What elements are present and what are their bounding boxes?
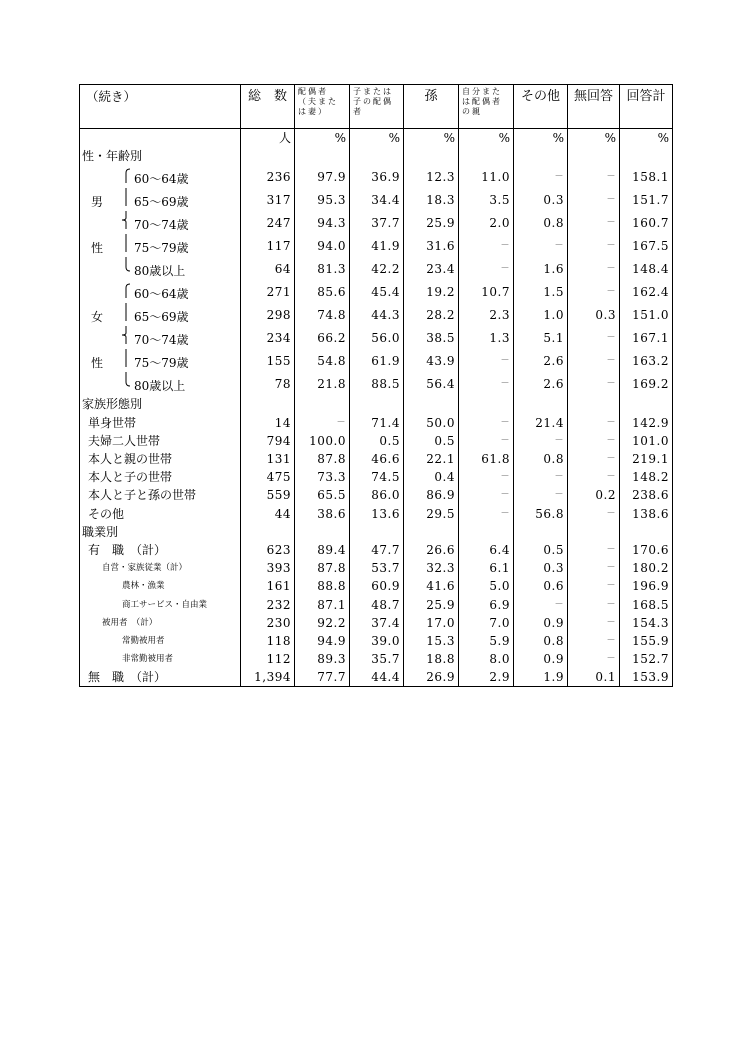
cell-spouse: 87.1 <box>295 595 350 613</box>
cell-response-total: 180.2 <box>620 559 673 577</box>
table-row <box>80 432 673 450</box>
cell-no-answer: － <box>568 372 620 395</box>
cell-child: 45.4 <box>350 280 404 303</box>
row-label: 65～69歳 <box>134 310 189 325</box>
cell-spouse: 73.3 <box>295 468 350 486</box>
cell-grandchild: 26.6 <box>404 541 459 559</box>
cell-child: 44.4 <box>350 668 404 687</box>
cell-grandchild: 38.5 <box>404 326 459 349</box>
cell-no-answer: － <box>568 632 620 650</box>
row-label: 本人と子の世帯 <box>88 470 173 485</box>
data-table <box>79 84 673 687</box>
cell-grandchild: 86.9 <box>404 486 459 504</box>
cell-grandchild: 50.0 <box>404 414 459 432</box>
cell-other: 1.0 <box>514 303 568 326</box>
cell-child: 46.6 <box>350 450 404 468</box>
cell-no-answer: － <box>568 257 620 280</box>
cell-parent: 1.3 <box>459 326 514 349</box>
brace-icon <box>114 234 134 257</box>
cell-spouse: － <box>295 414 350 432</box>
cell-child: 48.7 <box>350 595 404 613</box>
cell-child: 35.7 <box>350 650 404 668</box>
cell-spouse: 89.4 <box>295 541 350 559</box>
cell-parent: 2.3 <box>459 303 514 326</box>
cell-no-answer: － <box>568 577 620 595</box>
cell-total: 131 <box>241 450 295 468</box>
cell-total: 112 <box>241 650 295 668</box>
cell-spouse: 89.3 <box>295 650 350 668</box>
cell-response-total: 148.4 <box>620 257 673 280</box>
cell-grandchild: 56.4 <box>404 372 459 395</box>
cell-total: 44 <box>241 505 295 523</box>
cell-total: 475 <box>241 468 295 486</box>
cell-response-total: 168.5 <box>620 595 673 613</box>
brace-icon <box>114 326 134 349</box>
cell-child: 60.9 <box>350 577 404 595</box>
cell-parent: － <box>459 468 514 486</box>
cell-response-total: 155.9 <box>620 632 673 650</box>
header-row <box>80 85 673 129</box>
table-row <box>80 486 673 504</box>
section-family: 家族形態別 <box>82 397 143 412</box>
header-child: 子または子の配偶者 <box>350 85 404 129</box>
cell-parent: － <box>459 486 514 504</box>
brace-icon <box>114 257 134 280</box>
cell-parent: 2.0 <box>459 211 514 234</box>
table-row <box>80 211 673 234</box>
brace-icon <box>114 211 134 234</box>
cell-other: 0.5 <box>514 541 568 559</box>
cell-other: 0.3 <box>514 188 568 211</box>
table-row <box>80 303 673 326</box>
unit-percent: % <box>568 129 620 148</box>
cell-other: － <box>514 432 568 450</box>
cell-no-answer: － <box>568 414 620 432</box>
cell-parent: － <box>459 257 514 280</box>
cell-response-total: 167.5 <box>620 234 673 257</box>
cell-parent: － <box>459 234 514 257</box>
table-row <box>80 468 673 486</box>
cell-no-answer: － <box>568 165 620 188</box>
cell-other: 0.9 <box>514 614 568 632</box>
cell-total: 623 <box>241 541 295 559</box>
row-label: 本人と親の世帯 <box>88 452 173 467</box>
cell-no-answer: － <box>568 188 620 211</box>
row-label: 無 職 （計） <box>88 670 167 685</box>
cell-other: 21.4 <box>514 414 568 432</box>
cell-other: 0.8 <box>514 450 568 468</box>
cell-grandchild: 0.5 <box>404 432 459 450</box>
cell-no-answer: － <box>568 432 620 450</box>
sex-label: 男 <box>90 195 103 210</box>
cell-child: 56.0 <box>350 326 404 349</box>
cell-total: 234 <box>241 326 295 349</box>
row-label: 商工サービス・自由業 <box>122 599 208 610</box>
table-row <box>80 632 673 650</box>
cell-other: 0.3 <box>514 559 568 577</box>
cell-child: 71.4 <box>350 414 404 432</box>
cell-other: － <box>514 595 568 613</box>
cell-response-total: 148.2 <box>620 468 673 486</box>
cell-response-total: 196.9 <box>620 577 673 595</box>
unit-percent: % <box>350 129 404 148</box>
row-label: 被用者 （計） <box>102 617 158 628</box>
table-row <box>80 280 673 303</box>
cell-other: 0.8 <box>514 211 568 234</box>
section-row <box>80 395 673 413</box>
cell-response-total: 154.3 <box>620 614 673 632</box>
section-row <box>80 147 673 165</box>
cell-child: 53.7 <box>350 559 404 577</box>
cell-parent: 5.0 <box>459 577 514 595</box>
sex-label: 女 <box>90 310 103 325</box>
cell-total: 393 <box>241 559 295 577</box>
brace-icon <box>114 303 134 326</box>
table-row <box>80 349 673 372</box>
table-row <box>80 614 673 632</box>
brace-icon <box>114 165 134 188</box>
cell-child: 41.9 <box>350 234 404 257</box>
cell-child: 44.3 <box>350 303 404 326</box>
cell-response-total: 151.0 <box>620 303 673 326</box>
cell-grandchild: 31.6 <box>404 234 459 257</box>
cell-no-answer: － <box>568 650 620 668</box>
cell-parent: － <box>459 414 514 432</box>
cell-grandchild: 18.8 <box>404 650 459 668</box>
cell-total: 14 <box>241 414 295 432</box>
cell-other: 1.5 <box>514 280 568 303</box>
header-other: その他 <box>514 85 568 129</box>
cell-response-total: 162.4 <box>620 280 673 303</box>
section-occupation: 職業別 <box>82 524 119 539</box>
cell-spouse: 66.2 <box>295 326 350 349</box>
sex-label: 性 <box>90 356 103 371</box>
cell-total: 794 <box>241 432 295 450</box>
row-label: 60～64歳 <box>134 287 189 302</box>
cell-other: 0.6 <box>514 577 568 595</box>
cell-spouse: 100.0 <box>295 432 350 450</box>
cell-grandchild: 32.3 <box>404 559 459 577</box>
cell-total: 247 <box>241 211 295 234</box>
cell-child: 39.0 <box>350 632 404 650</box>
table-row <box>80 541 673 559</box>
cell-response-total: 138.6 <box>620 505 673 523</box>
cell-response-total: 238.6 <box>620 486 673 504</box>
cell-spouse: 77.7 <box>295 668 350 687</box>
row-label: 75～79歳 <box>134 356 189 371</box>
cell-parent: － <box>459 432 514 450</box>
cell-spouse: 87.8 <box>295 559 350 577</box>
unit-row <box>80 129 673 148</box>
cell-no-answer: － <box>568 450 620 468</box>
cell-parent: － <box>459 505 514 523</box>
row-label: 有 職 （計） <box>88 542 167 557</box>
row-label: 常勤被用者 <box>122 635 165 646</box>
unit-percent: % <box>459 129 514 148</box>
cell-other: － <box>514 165 568 188</box>
row-label: 自営・家族従業（計） <box>102 563 188 574</box>
unit-percent: % <box>514 129 568 148</box>
cell-other: 5.1 <box>514 326 568 349</box>
cell-grandchild: 23.4 <box>404 257 459 280</box>
table-row <box>80 595 673 613</box>
cell-child: 0.5 <box>350 432 404 450</box>
row-label: 75～79歳 <box>134 241 189 256</box>
cell-spouse: 94.3 <box>295 211 350 234</box>
cell-response-total: 101.0 <box>620 432 673 450</box>
cell-total: 117 <box>241 234 295 257</box>
cell-child: 88.5 <box>350 372 404 395</box>
header-label: （続き） <box>80 85 241 129</box>
cell-spouse: 74.8 <box>295 303 350 326</box>
row-label: 非常勤被用者 <box>122 654 174 665</box>
cell-grandchild: 22.1 <box>404 450 459 468</box>
cell-total: 230 <box>241 614 295 632</box>
table-row <box>80 577 673 595</box>
cell-no-answer: － <box>568 541 620 559</box>
table-row <box>80 257 673 280</box>
cell-other: 0.8 <box>514 632 568 650</box>
unit-percent: % <box>295 129 350 148</box>
section-row <box>80 523 673 541</box>
cell-no-answer: － <box>568 280 620 303</box>
cell-other: 56.8 <box>514 505 568 523</box>
cell-spouse: 54.8 <box>295 349 350 372</box>
table-row <box>80 414 673 432</box>
cell-spouse: 85.6 <box>295 280 350 303</box>
cell-parent: 11.0 <box>459 165 514 188</box>
cell-response-total: 169.2 <box>620 372 673 395</box>
cell-parent: 61.8 <box>459 450 514 468</box>
cell-total: 298 <box>241 303 295 326</box>
cell-spouse: 95.3 <box>295 188 350 211</box>
cell-other: 2.6 <box>514 349 568 372</box>
header-spouse: 配偶者（夫または妻） <box>295 85 350 129</box>
cell-total: 1,394 <box>241 668 295 687</box>
table-row <box>80 188 673 211</box>
cell-parent: 3.5 <box>459 188 514 211</box>
cell-response-total: 152.7 <box>620 650 673 668</box>
cell-child: 37.4 <box>350 614 404 632</box>
cell-response-total: 160.7 <box>620 211 673 234</box>
header-parent: 自分または配偶者の親 <box>459 85 514 129</box>
sex-label: 性 <box>90 241 103 256</box>
cell-other: 2.6 <box>514 372 568 395</box>
table-row <box>80 668 673 687</box>
unit-percent: % <box>620 129 673 148</box>
row-label: 80歳以上 <box>134 264 186 279</box>
cell-grandchild: 26.9 <box>404 668 459 687</box>
cell-total: 78 <box>241 372 295 395</box>
unit-people: 人 <box>241 129 295 148</box>
cell-grandchild: 15.3 <box>404 632 459 650</box>
cell-no-answer: － <box>568 234 620 257</box>
cell-response-total: 167.1 <box>620 326 673 349</box>
cell-parent: 5.9 <box>459 632 514 650</box>
cell-response-total: 153.9 <box>620 668 673 687</box>
table-row <box>80 234 673 257</box>
cell-response-total: 142.9 <box>620 414 673 432</box>
cell-response-total: 151.7 <box>620 188 673 211</box>
table-row <box>80 165 673 188</box>
brace-icon <box>114 372 134 395</box>
cell-no-answer: － <box>568 559 620 577</box>
cell-response-total: 219.1 <box>620 450 673 468</box>
table-row <box>80 450 673 468</box>
cell-spouse: 38.6 <box>295 505 350 523</box>
unit-percent: % <box>404 129 459 148</box>
cell-total: 236 <box>241 165 295 188</box>
cell-parent: 8.0 <box>459 650 514 668</box>
cell-parent: － <box>459 372 514 395</box>
cell-total: 232 <box>241 595 295 613</box>
cell-grandchild: 25.9 <box>404 211 459 234</box>
cell-parent: 6.4 <box>459 541 514 559</box>
cell-grandchild: 28.2 <box>404 303 459 326</box>
cell-no-answer: － <box>568 468 620 486</box>
brace-icon <box>114 188 134 211</box>
cell-parent: 10.7 <box>459 280 514 303</box>
header-grandchild: 孫 <box>404 85 459 129</box>
cell-child: 61.9 <box>350 349 404 372</box>
table-row <box>80 326 673 349</box>
cell-parent: 2.9 <box>459 668 514 687</box>
cell-response-total: 158.1 <box>620 165 673 188</box>
cell-parent: － <box>459 349 514 372</box>
row-label: 80歳以上 <box>134 379 186 394</box>
cell-child: 86.0 <box>350 486 404 504</box>
cell-child: 74.5 <box>350 468 404 486</box>
cell-grandchild: 43.9 <box>404 349 459 372</box>
section-sex-age: 性・年齢別 <box>82 149 143 164</box>
cell-spouse: 97.9 <box>295 165 350 188</box>
cell-child: 13.6 <box>350 505 404 523</box>
row-label: 単身世帯 <box>88 415 137 430</box>
cell-total: 155 <box>241 349 295 372</box>
cell-child: 42.2 <box>350 257 404 280</box>
cell-no-answer: － <box>568 211 620 234</box>
table-row <box>80 559 673 577</box>
row-label: 夫婦二人世帯 <box>88 433 161 448</box>
cell-grandchild: 25.9 <box>404 595 459 613</box>
cell-child: 34.4 <box>350 188 404 211</box>
brace-icon <box>114 280 134 303</box>
cell-grandchild: 41.6 <box>404 577 459 595</box>
cell-other: 0.9 <box>514 650 568 668</box>
cell-total: 64 <box>241 257 295 280</box>
cell-spouse: 65.5 <box>295 486 350 504</box>
row-label: 70～74歳 <box>134 218 189 233</box>
header-total: 総 数 <box>241 85 295 129</box>
cell-total: 271 <box>241 280 295 303</box>
cell-grandchild: 12.3 <box>404 165 459 188</box>
cell-no-answer: － <box>568 595 620 613</box>
header-response-total: 回答計 <box>620 85 673 129</box>
cell-spouse: 81.3 <box>295 257 350 280</box>
cell-grandchild: 0.4 <box>404 468 459 486</box>
row-label: 65～69歳 <box>134 195 189 210</box>
cell-spouse: 94.0 <box>295 234 350 257</box>
cell-spouse: 92.2 <box>295 614 350 632</box>
cell-parent: 7.0 <box>459 614 514 632</box>
cell-child: 37.7 <box>350 211 404 234</box>
row-label: 60～64歳 <box>134 172 189 187</box>
cell-parent: 6.1 <box>459 559 514 577</box>
cell-no-answer: 0.3 <box>568 303 620 326</box>
cell-no-answer: 0.1 <box>568 668 620 687</box>
cell-grandchild: 29.5 <box>404 505 459 523</box>
cell-child: 36.9 <box>350 165 404 188</box>
cell-spouse: 94.9 <box>295 632 350 650</box>
cell-other: － <box>514 468 568 486</box>
cell-response-total: 170.6 <box>620 541 673 559</box>
cell-total: 559 <box>241 486 295 504</box>
cell-total: 161 <box>241 577 295 595</box>
cell-no-answer: － <box>568 614 620 632</box>
cell-no-answer: － <box>568 505 620 523</box>
cell-grandchild: 19.2 <box>404 280 459 303</box>
cell-no-answer: － <box>568 326 620 349</box>
table-row <box>80 505 673 523</box>
cell-spouse: 87.8 <box>295 450 350 468</box>
cell-grandchild: 18.3 <box>404 188 459 211</box>
cell-total: 118 <box>241 632 295 650</box>
cell-spouse: 21.8 <box>295 372 350 395</box>
cell-child: 47.7 <box>350 541 404 559</box>
cell-total: 317 <box>241 188 295 211</box>
row-label: 本人と子と孫の世帯 <box>88 488 197 503</box>
table-row <box>80 372 673 395</box>
cell-no-answer: 0.2 <box>568 486 620 504</box>
cell-other: 1.9 <box>514 668 568 687</box>
cell-other: － <box>514 486 568 504</box>
row-label: 農林・漁業 <box>122 581 165 592</box>
cell-other: － <box>514 234 568 257</box>
brace-icon <box>114 349 134 372</box>
header-no-answer: 無回答 <box>568 85 620 129</box>
cell-other: 1.6 <box>514 257 568 280</box>
cell-response-total: 163.2 <box>620 349 673 372</box>
cell-spouse: 88.8 <box>295 577 350 595</box>
cell-grandchild: 17.0 <box>404 614 459 632</box>
cell-parent: 6.9 <box>459 595 514 613</box>
row-label: その他 <box>88 506 125 521</box>
row-label: 70～74歳 <box>134 333 189 348</box>
cell-no-answer: － <box>568 349 620 372</box>
table-row <box>80 650 673 668</box>
